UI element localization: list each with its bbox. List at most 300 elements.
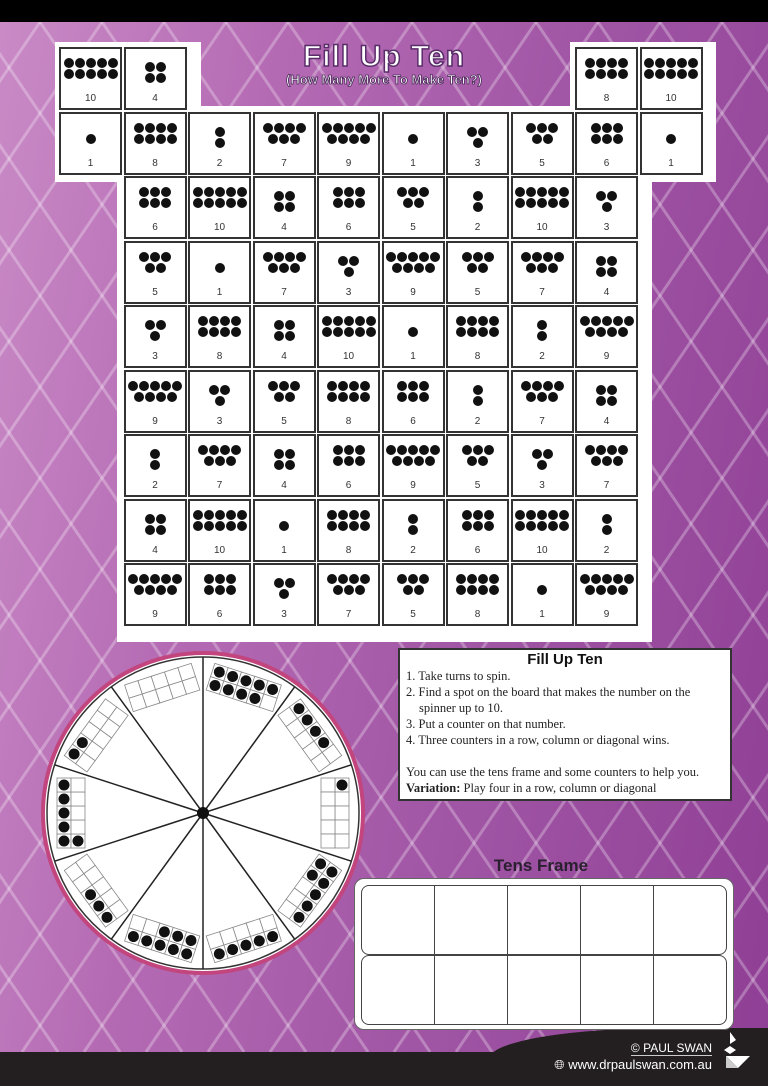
board-cell[interactable] [124, 241, 187, 304]
counter-dot [403, 456, 413, 466]
counter-dot [537, 331, 547, 341]
tens-frame-cell[interactable] [362, 956, 435, 1024]
counter-dot [666, 69, 676, 79]
board-cell[interactable] [59, 47, 122, 110]
counter-dot [559, 510, 569, 520]
counter-dot [285, 449, 295, 459]
dot-pattern [384, 514, 443, 536]
board-cell[interactable] [124, 370, 187, 433]
tens-frame-cell[interactable] [435, 956, 508, 1024]
tens-frame-cell[interactable] [508, 886, 581, 954]
counter-dot [537, 123, 547, 133]
counter-dot [285, 578, 295, 588]
variation-label: Variation: [406, 781, 461, 795]
counter-dot [204, 456, 214, 466]
counter-dot [139, 574, 149, 584]
counter-dot [285, 123, 295, 133]
counter-dot [596, 58, 606, 68]
dot-pattern [126, 381, 185, 403]
counter-dot [349, 392, 359, 402]
counter-dot [355, 198, 365, 208]
board-cell[interactable] [511, 176, 574, 239]
counter-dot [537, 521, 547, 531]
counter-dot [268, 134, 278, 144]
tens-frame-cell[interactable] [654, 886, 726, 954]
counter-dot [279, 521, 289, 531]
spinner-center-pin[interactable] [197, 807, 209, 819]
counter-dot [585, 58, 595, 68]
board-cell[interactable] [253, 112, 316, 175]
page-subtitle: (How Many More To Make Ten?) [286, 72, 482, 87]
board-cell[interactable] [446, 370, 509, 433]
dot-pattern [513, 252, 572, 274]
counter-dot [349, 574, 359, 584]
counter-dot [215, 138, 225, 148]
counter-dot [624, 574, 634, 584]
counter-dot [285, 202, 295, 212]
counter-dot [467, 263, 477, 273]
counter-dot [322, 327, 332, 337]
counter-dot [655, 58, 665, 68]
counter-dot [392, 456, 402, 466]
board-cell[interactable] [188, 176, 251, 239]
board-cell[interactable] [511, 434, 574, 497]
board-cell[interactable] [317, 434, 380, 497]
counter-dot [613, 123, 623, 133]
board-cell[interactable] [124, 305, 187, 368]
dot-pattern [384, 327, 443, 338]
counter-dot [602, 525, 612, 535]
counter-dot [489, 574, 499, 584]
cell-number: 9 [603, 609, 610, 620]
dot-pattern [190, 187, 249, 209]
counter-dot [478, 456, 488, 466]
board-cell[interactable] [446, 241, 509, 304]
counter-dot [462, 252, 472, 262]
board-cell[interactable] [59, 112, 122, 175]
board-cell[interactable] [382, 305, 445, 368]
counter-dot [204, 198, 214, 208]
counter-dot [64, 58, 74, 68]
counter-dot [290, 134, 300, 144]
board-cell[interactable] [188, 434, 251, 497]
counter-dot [231, 316, 241, 326]
counter-dot [403, 585, 413, 595]
dot-pattern [190, 385, 249, 407]
board-cell[interactable] [382, 434, 445, 497]
counter-dot [97, 69, 107, 79]
board-cell[interactable] [188, 370, 251, 433]
tens-frame [354, 878, 734, 1030]
counter-dot [145, 62, 155, 72]
counter-dot [279, 589, 289, 599]
globe-icon: 🌐︎ [554, 1057, 569, 1072]
counter-dot [414, 585, 424, 595]
counter-dot [478, 127, 488, 137]
cell-number: 2 [539, 351, 545, 362]
counter-dot [150, 198, 160, 208]
dot-pattern [513, 320, 572, 342]
counter-dot [226, 187, 236, 197]
counter-dot [414, 198, 424, 208]
cell-number: 4 [281, 351, 287, 362]
cell-number: 7 [539, 415, 545, 427]
board-cell[interactable] [382, 176, 445, 239]
counter-dot [526, 392, 536, 402]
board-cell[interactable] [253, 563, 316, 626]
counter-dot [296, 123, 306, 133]
board-cell[interactable] [317, 305, 380, 368]
spinner[interactable] [40, 648, 370, 978]
counter-dot [285, 392, 295, 402]
cell-number: 2 [152, 480, 158, 491]
tens-frame-cell[interactable] [508, 956, 581, 1024]
cell-number: 1 [410, 157, 416, 169]
cell-number: 9 [345, 157, 352, 169]
board-cell[interactable] [188, 499, 251, 562]
counter-dot [456, 574, 466, 584]
dot-pattern [642, 134, 701, 145]
dot-pattern [61, 134, 120, 145]
dot-pattern [642, 58, 701, 80]
board-cell[interactable] [640, 47, 703, 110]
counter-dot [274, 331, 284, 341]
board-cell[interactable] [446, 563, 509, 626]
dot-pattern [577, 256, 636, 278]
board-cell[interactable] [188, 241, 251, 304]
counter-dot [204, 574, 214, 584]
counter-dot [161, 187, 171, 197]
dot-pattern [513, 449, 572, 471]
counter-dot [344, 316, 354, 326]
counter-dot [263, 123, 273, 133]
counter-dot [585, 445, 595, 455]
counter-dot [462, 521, 472, 531]
counter-dot [150, 460, 160, 470]
tens-frame-row-1 [361, 885, 727, 955]
counter-dot [548, 263, 558, 273]
cell-number: 5 [152, 286, 158, 298]
counter-dot [360, 381, 370, 391]
cell-number: 1 [668, 157, 674, 169]
counter-dot [226, 521, 236, 531]
board-cell[interactable] [511, 370, 574, 433]
counter-dot [537, 320, 547, 330]
counter-dot [607, 256, 617, 266]
counter-dot [322, 123, 332, 133]
board-cell[interactable] [382, 370, 445, 433]
cell-number: 5 [539, 157, 545, 169]
counter-dot [618, 69, 628, 79]
counter-dot [215, 263, 225, 273]
dot-pattern [448, 191, 507, 213]
counter-dot [274, 202, 284, 212]
counter-dot [75, 58, 85, 68]
board-cell[interactable] [253, 370, 316, 433]
board-cell[interactable] [640, 112, 703, 175]
counter-dot [237, 187, 247, 197]
counter-dot [338, 574, 348, 584]
counter-dot [515, 510, 525, 520]
counter-dot [198, 445, 208, 455]
cell-number: 1 [539, 609, 545, 620]
counter-dot [333, 327, 343, 337]
board-cell[interactable] [317, 563, 380, 626]
counter-dot [338, 510, 348, 520]
counter-dot [204, 585, 214, 595]
counter-dot [607, 327, 617, 337]
counter-dot [145, 525, 155, 535]
counter-dot [150, 252, 160, 262]
dot-pattern [448, 510, 507, 532]
counter-dot [360, 134, 370, 144]
counter-dot [666, 134, 676, 144]
cell-number: 3 [281, 609, 287, 620]
rules-steps [406, 668, 724, 748]
rules-step: 1. Take turns to spin. [406, 669, 511, 683]
counter-dot [602, 123, 612, 133]
counter-dot [327, 574, 337, 584]
counter-dot [613, 456, 623, 466]
counter-dot [167, 123, 177, 133]
counter-dot [161, 198, 171, 208]
cell-number: 3 [345, 286, 352, 298]
board-cell[interactable] [382, 241, 445, 304]
board-cell[interactable] [382, 499, 445, 562]
counter-dot [220, 327, 230, 337]
counter-dot [215, 456, 225, 466]
cell-number: 7 [216, 480, 223, 491]
counter-dot [134, 123, 144, 133]
board-cell[interactable] [317, 241, 380, 304]
board-cell[interactable] [188, 563, 251, 626]
counter-dot [537, 198, 547, 208]
board-cell[interactable] [317, 112, 380, 175]
counter-dot [167, 585, 177, 595]
board-cell[interactable] [124, 499, 187, 562]
dot-pattern [513, 187, 572, 209]
dot-pattern [319, 316, 378, 338]
board-cell[interactable] [446, 305, 509, 368]
board-cell[interactable] [575, 370, 638, 433]
dot-pattern [190, 263, 249, 274]
counter-dot [537, 510, 547, 520]
counter-dot [537, 187, 547, 197]
board-cell[interactable] [124, 176, 187, 239]
counter-dot [327, 392, 337, 402]
board-cell[interactable] [253, 176, 316, 239]
board-cell[interactable] [446, 176, 509, 239]
tens-frame-cell[interactable] [581, 956, 654, 1024]
counter-dot [360, 510, 370, 520]
counter-dot [618, 445, 628, 455]
counter-dot [414, 456, 424, 466]
cell-number: 5 [281, 415, 287, 427]
board-cell[interactable] [446, 434, 509, 497]
board-cell[interactable] [317, 499, 380, 562]
counter-dot [419, 187, 429, 197]
dot-pattern [255, 449, 314, 471]
counter-dot [554, 381, 564, 391]
board-cell[interactable] [575, 434, 638, 497]
counter-dot [532, 252, 542, 262]
counter-dot [156, 263, 166, 273]
counter-dot [386, 445, 396, 455]
counter-dot [526, 521, 536, 531]
counter-dot [559, 187, 569, 197]
board-cell[interactable] [317, 370, 380, 433]
board-cell[interactable] [575, 499, 638, 562]
cell-number: 4 [603, 415, 610, 427]
counter-dot [145, 134, 155, 144]
counter-dot [602, 514, 612, 524]
counter-dot [204, 187, 214, 197]
counter-dot [456, 585, 466, 595]
counter-dot [150, 331, 160, 341]
board-cell[interactable] [446, 112, 509, 175]
counter-dot [591, 134, 601, 144]
counter-dot [613, 134, 623, 144]
counter-dot [349, 510, 359, 520]
board-cell[interactable] [511, 241, 574, 304]
counter-dot [64, 69, 74, 79]
counter-dot [430, 252, 440, 262]
counter-dot [285, 320, 295, 330]
tens-frame-cell[interactable] [362, 886, 435, 954]
counter-dot [344, 445, 354, 455]
counter-dot [515, 521, 525, 531]
counter-dot [156, 525, 166, 535]
board-cell[interactable] [575, 176, 638, 239]
website-link[interactable] [554, 1057, 712, 1073]
cell-number: 1 [87, 157, 94, 169]
dot-pattern [448, 574, 507, 596]
board-cell[interactable] [575, 47, 638, 110]
counter-dot [333, 316, 343, 326]
counter-dot [355, 316, 365, 326]
cell-number: 1 [281, 544, 287, 556]
counter-dot [366, 327, 376, 337]
board-cell[interactable] [188, 305, 251, 368]
counter-dot [537, 392, 547, 402]
counter-dot [403, 198, 413, 208]
counter-dot [167, 134, 177, 144]
copyright-text: © PAUL SWAN [630, 1041, 712, 1055]
counter-dot [602, 316, 612, 326]
cell-number: 1 [216, 286, 223, 298]
cell-number: 2 [474, 415, 481, 427]
board-cell[interactable] [317, 176, 380, 239]
counter-dot [360, 521, 370, 531]
board-cell[interactable] [124, 434, 187, 497]
counter-dot [397, 445, 407, 455]
counter-dot [344, 187, 354, 197]
board-cell[interactable] [511, 305, 574, 368]
counter-dot [145, 514, 155, 524]
counter-dot [338, 381, 348, 391]
counter-dot [655, 69, 665, 79]
counter-dot [344, 267, 354, 277]
counter-dot [526, 123, 536, 133]
counter-dot [360, 574, 370, 584]
board-cell[interactable] [575, 305, 638, 368]
counter-dot [580, 316, 590, 326]
dot-pattern [190, 445, 249, 467]
board-cell[interactable] [575, 241, 638, 304]
spinner-tens-frame [57, 778, 85, 848]
counter-dot [333, 123, 343, 133]
counter-dot [419, 381, 429, 391]
counter-dot [209, 327, 219, 337]
page-title: Fill Up Ten [302, 40, 466, 73]
board-cell[interactable] [382, 112, 445, 175]
board-cell[interactable] [575, 112, 638, 175]
tens-frame-cell[interactable] [581, 886, 654, 954]
board-cell[interactable] [446, 499, 509, 562]
dot-pattern [126, 187, 185, 209]
counter-dot [596, 585, 606, 595]
board-cell[interactable] [575, 563, 638, 626]
board-cell[interactable] [511, 563, 574, 626]
cell-number: 10 [536, 222, 548, 233]
board-cell[interactable] [382, 563, 445, 626]
counter-dot [554, 252, 564, 262]
cell-number: 7 [539, 286, 545, 298]
counter-dot [204, 510, 214, 520]
counter-dot [156, 134, 166, 144]
cell-number: 4 [152, 544, 158, 556]
counter-dot [543, 252, 553, 262]
tens-frame-cell[interactable] [654, 956, 726, 1024]
board-cell[interactable] [124, 47, 187, 110]
board-cell[interactable] [124, 563, 187, 626]
board-cell[interactable] [188, 112, 251, 175]
spinner-tens-frame [321, 778, 349, 848]
counter-dot [596, 256, 606, 266]
counter-dot [596, 327, 606, 337]
counter-dot [327, 510, 337, 520]
counter-dot [145, 320, 155, 330]
counter-dot [596, 385, 606, 395]
counter-dot [193, 521, 203, 531]
board-cell[interactable] [511, 499, 574, 562]
board-cell[interactable] [124, 112, 187, 175]
board-cell[interactable] [253, 241, 316, 304]
board-cell[interactable] [253, 434, 316, 497]
counter-dot [677, 69, 687, 79]
tens-frame-cell[interactable] [435, 886, 508, 954]
counter-dot [548, 187, 558, 197]
cell-number: 9 [152, 609, 158, 620]
counter-dot [591, 123, 601, 133]
counter-dot [408, 525, 418, 535]
counter-dot [473, 445, 483, 455]
counter-dot [473, 396, 483, 406]
counter-dot [408, 514, 418, 524]
counter-dot [209, 316, 219, 326]
board-cell[interactable] [511, 112, 574, 175]
board-cell[interactable] [253, 305, 316, 368]
counter-dot [419, 392, 429, 402]
counter-dot [268, 381, 278, 391]
counter-dot [167, 392, 177, 402]
counter-dot [613, 316, 623, 326]
counter-dot [585, 327, 595, 337]
counter-dot [139, 198, 149, 208]
board-cell[interactable] [253, 499, 316, 562]
counter-dot [596, 267, 606, 277]
counter-dot [156, 320, 166, 330]
